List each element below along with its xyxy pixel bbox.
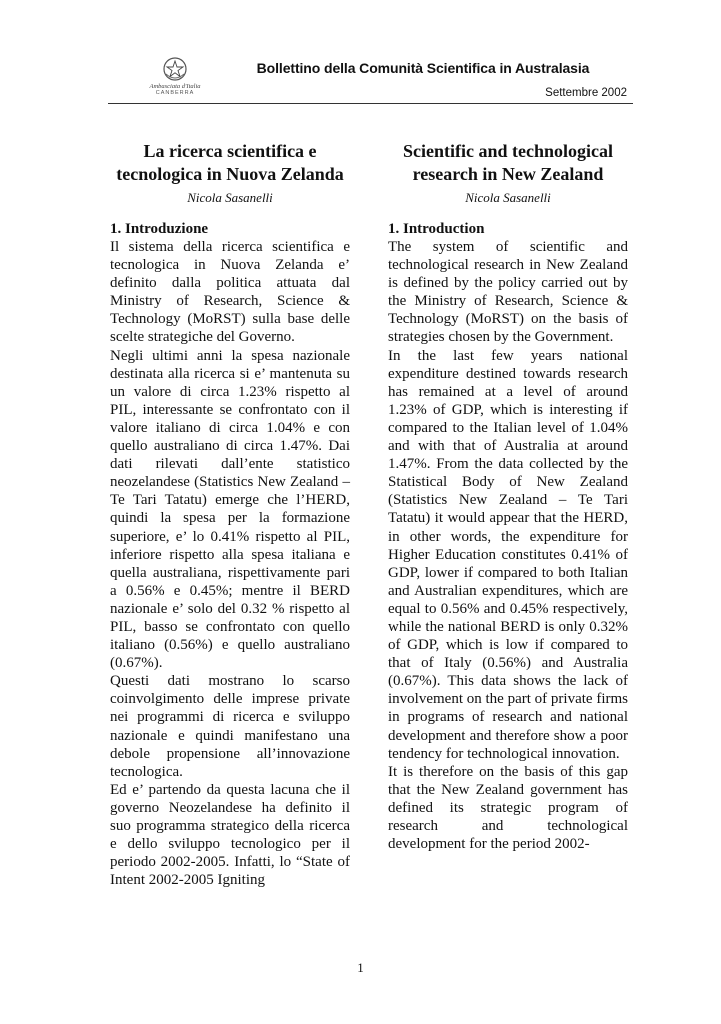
italian-republic-emblem-icon bbox=[162, 56, 188, 82]
italian-title-line-1: La ricerca scientifica e bbox=[143, 141, 317, 161]
header-divider bbox=[108, 103, 633, 104]
italian-paragraph-3: Questi dati mostrano lo scarso coinvolgimento delle imprese private nei programmi di ricerca e sviluppo nazionale e quindi manifestano una debole propensione all’innovazione tecnologica. bbox=[110, 673, 350, 780]
italian-article-title bbox=[110, 140, 350, 186]
italian-paragraph-1: Il sistema della ricerca scientifica e tecnologica in Nuova Zelanda e’ definito dalla politica attuata dal Ministry of Research, Science & Technology (MoRST) sulla base delle scelte strategiche del Governo. bbox=[110, 239, 350, 346]
issue-date: Settembre 2002 bbox=[545, 87, 627, 99]
italian-paragraph-4: Ed e’ partendo da questa lacuna che il governo Neozelandese ha definito il suo programma strategico della ricerca e dello sviluppo tecnologico per il periodo 2002-2005. Infatti, lo “State of Intent 2002-2005 Igniting bbox=[110, 781, 350, 889]
english-paragraph-2: In the last few years national expenditure destined towards research has remained at a level of around 1.23% of GDP, which is interesting if compared to the Italian level of 1.04% and with that of Australia at around 1.47%. From the data collected by the Statistical Body of New Zealand (Statistics New Zealand – Te Tari Tatatu) it would appear that the HERD, in other words, the expenditure for Higher Education constitutes 0.41% of GDP, lower if compared to both Italian and Australian expenditures, which are equal to 0.56% and 0.45% respectively, while the national BERD is only 0.32% of GDP, which is low if compared to that of Italy (0.56%) and Australia (0.67%). This data shows the lack of involvement on the part of private firms in programs of research and national development and therefore show a poor tendency for technological innovation. bbox=[388, 347, 628, 762]
embassy-emblem bbox=[143, 56, 207, 106]
emblem-label-city: CANBERRA bbox=[155, 90, 195, 96]
page-header bbox=[0, 0, 721, 110]
english-paragraph-1: The system of scientific and technological research in New Zealand is defined by the policy carried out by the Ministry of Research, Science & Technology (MoRST) on the basis of strategies chosen by the Government. bbox=[388, 239, 628, 346]
english-author: Nicola Sasanelli bbox=[465, 190, 551, 205]
english-column bbox=[388, 140, 628, 853]
english-body bbox=[388, 238, 628, 853]
english-section-heading: 1. Introduction bbox=[388, 221, 485, 237]
italian-column bbox=[110, 140, 350, 889]
bulletin-title: Bollettino della Comunità Scientifica in Australasia bbox=[256, 60, 590, 76]
page-number: 1 bbox=[357, 960, 364, 975]
emblem-label-embassy: Ambasciata d'Italia bbox=[149, 83, 201, 90]
english-title-line-1: Scientific and technological bbox=[403, 141, 613, 161]
italian-body bbox=[110, 238, 350, 889]
italian-section-heading: 1. Introduzione bbox=[110, 221, 209, 237]
english-paragraph-3: It is therefore on the basis of this gap that the New Zealand government has defined its strategic program of research and technological development for the period 2002- bbox=[388, 763, 628, 853]
italian-title-line-2: tecnologica in Nuova Zelanda bbox=[116, 164, 344, 184]
english-article-title bbox=[388, 140, 628, 186]
italian-author: Nicola Sasanelli bbox=[187, 190, 273, 205]
english-title-line-2: research in New Zealand bbox=[412, 164, 604, 184]
italian-paragraph-2: Negli ultimi anni la spesa nazionale destinata alla ricerca si e’ mantenuta su un valore di circa 1.23% rispetto al PIL, interessante se confrontato con il valore italiano di circa 1.04% e con quello australiano di circa 1.47%. Dai dati rilevati dall’ente statistico neozelandese (Statistics New Zealand –Te Tari Tatatu) emerge che l’HERD, quindi la spesa per la formazione superiore, e’ lo 0.41% rispetto al PIL, inferiore rispetto alla spesa italiana e quella australiana, rispettivamente pari a 0.56% e 0.45%; mentre il BERD nazionale e’ solo del 0.32 % rispetto al PIL, basso se confrontato con quello italiano (0.56%) e quello australiano (0.67%). bbox=[110, 347, 350, 672]
